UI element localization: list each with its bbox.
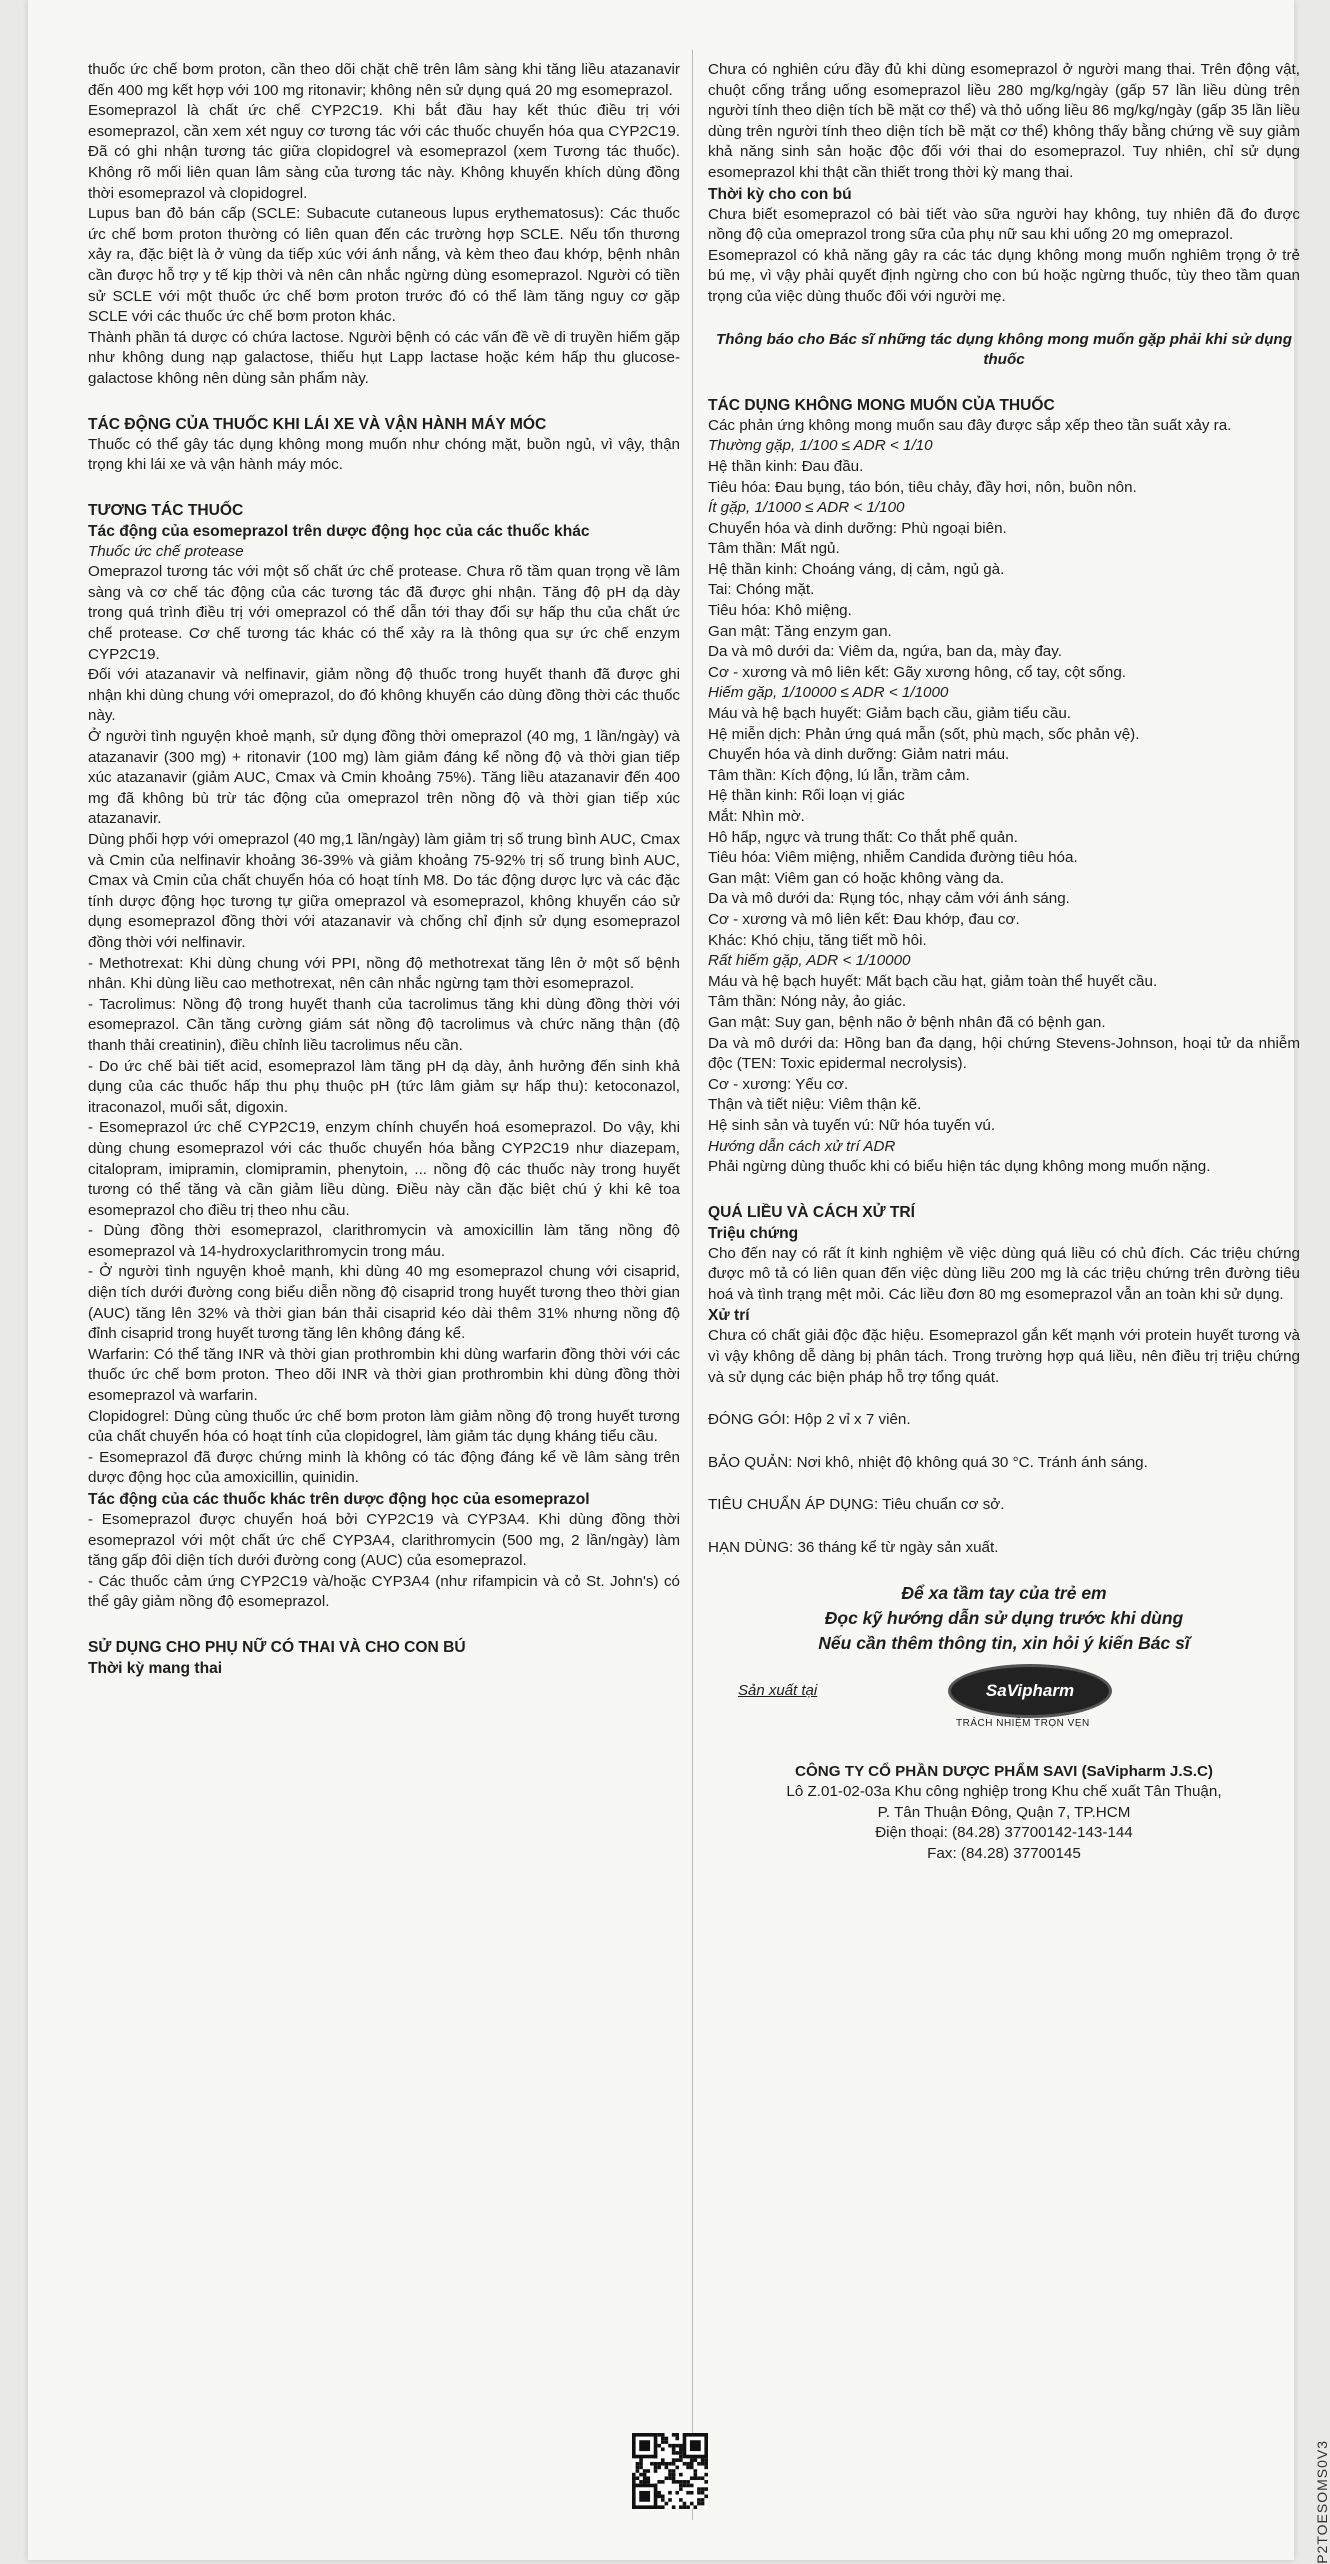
right-paragraph: Hướng dẫn cách xử trí ADR bbox=[708, 1137, 896, 1155]
right-paragraph: Hiếm gặp, 1/10000 ≤ ADR < 1/1000 bbox=[708, 684, 949, 702]
right-paragraph: Triệu chứng bbox=[708, 1224, 799, 1242]
left-paragraph: Thành phần tá dược có chứa lactose. Người bệnh có các vấn đề về di truyền hiếm gặp như không dung nạp galactose, thiếu hụt Lapp lactase hoặc kém hấp thu glucose-galactose không nên dùng sản phẩm này. bbox=[88, 328, 680, 387]
left-paragraph: - Esomeprazol được chuyển hoá bởi CYP2C19 và CYP3A4. Khi dùng đồng thời esomeprazol với một chất ức chế CYP3A4, clarithromycin (500 mg, 2 lần/ngày) làm tăng gấp đôi diện tích dưới đường cong (AUC) của esomeprazol. bbox=[88, 1511, 680, 1570]
right-paragraph: ĐÓNG GÓI: Hộp 2 vỉ x 7 viên. bbox=[708, 1411, 911, 1429]
right-paragraph: Tâm thần: Mất ngủ. bbox=[708, 540, 840, 558]
left-paragraph: Omeprazol tương tác với một số chất ức chế protease. Chưa rõ tầm quan trọng về lâm sàng và cơ chế tác động của các tương tác đã được ghi nhận. Tăng độ pH dạ dày trong quá trình điều trị với omeprazol có thể dẫn tới thay đổi sự hấp thu của chất ức chế protease. Cơ chế tương tác khác có thể xảy ra là thông qua sự ức chế enzym CYP2C19. bbox=[88, 563, 680, 663]
right-paragraph: Gan mật: Suy gan, bệnh não ở bệnh nhân đã có bệnh gan. bbox=[708, 1013, 1106, 1031]
made-in-label: Sản xuất tại bbox=[738, 1681, 818, 1699]
right-column bbox=[708, 60, 1300, 1865]
company-address-2: P. Tân Thuận Đông, Quận 7, TP.HCM bbox=[877, 1803, 1131, 1821]
left-paragraph: Lupus ban đỏ bán cấp (SCLE: Subacute cutaneous lupus erythematosus): Các thuốc ức chế bơm proton thường có liên quan đến các trường hợp SCLE. Nếu tổn thương xảy ra, đặc biệt là ở vùng da tiếp xúc với ánh nắng, và kèm theo đau khớp, bệnh nhân cần được hỗ trợ y tế kịp thời và nên cân nhắc ngừng dùng esomeprazol. Người có tiền sử SCLE với một thuốc ức chế bơm proton trước đó có thể làm tăng nguy cơ gặp SCLE với các thuốc ức chế bơm proton khác. bbox=[88, 205, 680, 326]
right-paragraph: Mắt: Nhìn mờ. bbox=[708, 808, 805, 825]
right-paragraph: Thông báo cho Bác sĩ những tác dụng không mong muốn gặp phải khi sử dụng thuốc bbox=[715, 330, 1292, 369]
right-paragraph: Thời kỳ cho con bú bbox=[708, 185, 852, 203]
right-paragraph: Rất hiếm gặp, ADR < 1/10000 bbox=[708, 952, 911, 970]
right-paragraph: Phải ngừng dùng thuốc khi có biểu hiện tác dụng không mong muốn nặng. bbox=[708, 1158, 1211, 1176]
left-paragraph: TÁC ĐỘNG CỦA THUỐC KHI LÁI XE VÀ VẬN HÀNH MÁY MÓC bbox=[88, 415, 547, 433]
company-phone: Điện thoại: (84.28) 37700142-143-144 bbox=[875, 1824, 1133, 1842]
left-paragraph: Warfarin: Có thể tăng INR và thời gian prothrombin khi dùng warfarin đồng thời với các thuốc ức chế bơm proton. Theo dõi INR và thời gian prothrombin khi dùng đồng thời esomeprazol và warfarin. bbox=[88, 1345, 680, 1405]
right-paragraph: Gan mật: Viêm gan có hoặc không vàng da. bbox=[708, 869, 1005, 887]
right-paragraph: Chuyển hóa và dinh dưỡng: Phù ngoại biên. bbox=[708, 519, 1007, 537]
left-paragraph: - Do ức chế bài tiết acid, esomeprazol làm tăng pH dạ dày, ảnh hưởng đến sinh khả dụng của các thuốc hấp thu phụ thuộc pH (tức lâm giảm sự hấp thu): ketoconazol, itraconazol, muối sắt, digoxin. bbox=[88, 1057, 680, 1116]
right-paragraph: Hệ miễn dịch: Phản ứng quá mẫn (sốt, phù mạch, sốc phản vệ). bbox=[708, 725, 1140, 743]
left-paragraph: Tác động của esomeprazol trên dược động học của các thuốc khác bbox=[88, 522, 590, 540]
right-paragraph: Hô hấp, ngực và trung thất: Co thắt phế quản. bbox=[708, 828, 1018, 846]
left-paragraph: - Dùng đồng thời esomeprazol, clarithromycin và amoxicillin làm tăng nồng độ esomeprazol và 14-hydroxyclarithromycin trong máu. bbox=[88, 1222, 680, 1260]
company-fax: Fax: (84.28) 37700145 bbox=[927, 1845, 1081, 1862]
right-paragraph: Thường gặp, 1/100 ≤ ADR < 1/10 bbox=[708, 437, 933, 455]
right-paragraph: Đọc kỹ hướng dẫn sử dụng trước khi dùng bbox=[824, 1607, 1184, 1628]
left-paragraph: Clopidogrel: Dùng cùng thuốc ức chế bơm proton làm giảm nồng độ trong huyết tương của chất chuyển hóa có hoạt tính của clopidogrel, làm giảm tác dụng kháng tiểu cầu. bbox=[88, 1407, 680, 1446]
right-paragraph: Máu và hệ bạch huyết: Giảm bạch cầu, giảm tiểu cầu. bbox=[708, 705, 1072, 723]
left-paragraph: - Các thuốc cảm ứng CYP2C19 và/hoặc CYP3A4 (như rifampicin và cỏ St. John's) có thể gây giảm nồng độ esomeprazol. bbox=[88, 1572, 680, 1611]
left-paragraph: Esomeprazol là chất ức chế CYP2C19. Khi bắt đầu hay kết thúc điều trị với esomeprazol, cần xem xét nguy cơ tương tác với các thuốc chuyển hóa qua CYP2C19. Đã có ghi nhận tương tác giữa clopidogrel và esomeprazol (xem Tương tác thuốc). Không rõ mối liên quan lâm sàng của tương tác này. Không khuyến khích dùng đồng thời esomeprazol và clopidogrel. bbox=[88, 102, 680, 202]
right-paragraph: Hệ sinh sản và tuyến vú: Nữ hóa tuyến vú. bbox=[708, 1116, 996, 1134]
right-paragraph: Cơ - xương: Yếu cơ. bbox=[708, 1075, 849, 1093]
left-paragraph: - Esomeprazol đã được chứng minh là không có tác động đáng kể về lâm sàng trên dược động học của amoxicillin, quinidin. bbox=[88, 1448, 680, 1487]
right-paragraph: Cơ - xương và mô liên kết: Đau khớp, đau cơ. bbox=[708, 910, 1020, 928]
right-paragraph: TIÊU CHUẨN ÁP DỤNG: Tiêu chuẩn cơ sở. bbox=[708, 1496, 1005, 1514]
left-paragraph: Dùng phối hợp với omeprazol (40 mg,1 lần/ngày) làm giảm trị số trung bình AUC, Cmax và Cmin của nelfinavir khoảng 36-39% và giảm khoảng 75-92% trị số trung bình AUC, Cmax và Cmin của chất chuyển hóa có hoạt tính M8. Do tác động dược lực và các đặc tính dược động học tương tự giữa omeprazol và esomeprazol, không khuyến cáo sử dụng esomeprazol đồng thời với atazanavir và chống chỉ định sử dụng esomeprazol đồng thời với nelfinavir. bbox=[88, 831, 680, 951]
right-paragraph: Cơ - xương và mô liên kết: Gãy xương hông, cổ tay, cột sống. bbox=[708, 663, 1126, 681]
right-paragraph: TÁC DỤNG KHÔNG MONG MUỐN CỦA THUỐC bbox=[708, 396, 1055, 414]
right-paragraph: BẢO QUẢN: Nơi khô, nhiệt độ không quá 30 °C. Tránh ánh sáng. bbox=[708, 1453, 1148, 1471]
left-paragraph: SỬ DỤNG CHO PHỤ NỮ CÓ THAI VÀ CHO CON BÚ bbox=[88, 1638, 466, 1656]
right-paragraph: Hệ thần kinh: Choáng váng, dị cảm, ngủ gà. bbox=[708, 560, 1005, 578]
right-paragraph: Da và mô dưới da: Rụng tóc, nhạy cảm với ánh sáng. bbox=[708, 890, 1070, 908]
right-paragraph: Esomeprazol có khả năng gây ra các tác dụng không mong muốn nghiêm trọng ở trẻ bú mẹ, vì vậy phải quyết định ngừng cho con bú hoặc ngừng thuốc, tùy theo tầm quan trọng của việc dùng thuốc đối với người mẹ. bbox=[708, 246, 1300, 305]
right-paragraph: Tiêu hóa: Viêm miệng, nhiễm Candida đường tiêu hóa. bbox=[708, 849, 1078, 867]
right-paragraph: Da và mô dưới da: Hồng ban đa dạng, hội chứng Stevens-Johnson, hoại tử da nhiễm độc (TEN: Toxic epidermal necrolysis). bbox=[708, 1034, 1300, 1073]
right-paragraph: Xử trí bbox=[708, 1307, 750, 1325]
right-paragraph: Chưa có chất giải độc đặc hiệu. Esomeprazol gắn kết mạnh với protein huyết tương và vì vậy không dễ dàng bị phân tách. Trong trường hợp quá liều, nên điều trị triệu chứng và sử dụng các biện pháp hỗ trợ tổng quát. bbox=[708, 1327, 1300, 1386]
right-paragraph: Tai: Chóng mặt. bbox=[708, 581, 815, 599]
left-column bbox=[88, 60, 680, 1679]
logo-tagline: TRÁCH NHIỆM TRỌN VẸN bbox=[956, 1717, 1090, 1729]
left-paragraph: Thuốc có thể gây tác dụng không mong muốn như chóng mặt, buồn ngủ, vì vậy, thận trọng khi lái xe và vận hành máy móc. bbox=[88, 435, 680, 474]
company-name: CÔNG TY CỔ PHẦN DƯỢC PHẨM SAVI (SaVipharm J.S.C) bbox=[795, 1762, 1213, 1780]
left-paragraph: - Tacrolimus: Nồng độ trong huyết thanh của tacrolimus tăng khi dùng đồng thời với esomeprazol. Cần tăng cường giám sát nồng độ tacrolimus và chức năng thận (độ thanh thải creatinin), điều chỉnh liều tacrolimus nếu cần. bbox=[88, 995, 680, 1054]
right-paragraph: Khác: Khó chịu, tăng tiết mồ hôi. bbox=[708, 931, 927, 949]
left-paragraph: - Methotrexat: Khi dùng chung với PPI, nồng độ methotrexat tăng lên ở một số bệnh nhân. Khi dùng liều cao methotrexat, nên cân nhắc ngừng tạm thời esomeprazol. bbox=[88, 954, 680, 993]
left-paragraph: Tác động của các thuốc khác trên dược động học của esomeprazol bbox=[88, 1491, 590, 1508]
right-paragraph: HẠN DÙNG: 36 tháng kể từ ngày sản xuất. bbox=[708, 1539, 999, 1557]
left-paragraph: thuốc ức chế bơm proton, cần theo dõi chặt chẽ trên lâm sàng khi tăng liều atazanavir đến 400 mg kết hợp với 100 mg ritonavir; không nên sử dụng quá 20 mg esomeprazol. bbox=[88, 61, 680, 99]
right-paragraph: Chuyển hóa và dinh dưỡng: Giảm natri máu. bbox=[708, 746, 1010, 764]
right-paragraph: Nếu cần thêm thông tin, xin hỏi ý kiến Bác sĩ bbox=[818, 1632, 1190, 1653]
left-paragraph: Thời kỳ mang thai bbox=[88, 1659, 223, 1677]
right-paragraph: Tâm thần: Kích động, lú lẫn, trầm cảm. bbox=[708, 766, 970, 784]
right-paragraph: Máu và hệ bạch huyết: Mất bạch cầu hạt, giảm toàn thể huyết cầu. bbox=[708, 972, 1158, 990]
left-paragraph: Thuốc ức chế protease bbox=[88, 542, 244, 560]
right-paragraph: Ít gặp, 1/1000 ≤ ADR < 1/100 bbox=[708, 499, 905, 517]
right-paragraph: Tiêu hóa: Đau bụng, táo bón, tiêu chảy, đầy hơi, nôn, buồn nôn. bbox=[708, 478, 1137, 496]
document-code: P2TOESOMS0V3 bbox=[1314, 2440, 1330, 2564]
right-paragraph: Gan mật: Tăng enzym gan. bbox=[708, 622, 892, 640]
left-paragraph: Ở người tình nguyện khoẻ mạnh, sử dụng đồng thời omeprazol (40 mg, 1 lần/ngày) và atazanavir (300 mg) + ritonavir (100 mg) làm giảm đáng kể nồng độ và thời gian tiếp xúc atazanavir (giảm AUC, Cmax và Cmin khoảng 75%). Tăng liều atazanavir đến 400 mg đã không bù trừ tác động của omeprazol trên nồng độ và thời gian tiếp xúc atazanavir. bbox=[88, 728, 680, 828]
right-paragraph: Tiêu hóa: Khô miệng. bbox=[708, 602, 852, 620]
savipharm-logo: SaVipharm bbox=[948, 1664, 1112, 1718]
right-paragraph: Tâm thần: Nóng nảy, ảo giác. bbox=[708, 993, 907, 1011]
left-paragraph: - Esomeprazol ức chế CYP2C19, enzym chính chuyển hoá esomeprazol. Do vậy, khi dùng chung esomeprazol với các thuốc chuyển hóa bằng CYP2C19 như diazepam, citalopram, imipramin, clomipramin, phenytoin, ... nồng độ các thuốc này trong huyết tương có thể tăng và cần giảm liều dùng. Điều này cần đặc biệt chú ý khi kê toa esomeprazol cho điều trị theo nhu cầu. bbox=[88, 1119, 680, 1219]
right-paragraph: Hệ thần kinh: Rối loạn vị giác bbox=[708, 787, 905, 805]
right-paragraph: Cho đến nay có rất ít kinh nghiệm về việc dùng quá liều có chủ đích. Các triệu chứng được mô tả có liên quan đến việc dùng liều 200 mg là các triệu chứng trên đường tiêu hoá và tình trạng mệt mỏi. Các liều đơn 80 mg esomeprazol vẫn an toàn khi sử dụng. bbox=[708, 1244, 1300, 1303]
company-address-1: Lô Z.01-02-03a Khu công nghiệp trong Khu chế xuất Tân Thuận, bbox=[786, 1783, 1222, 1801]
right-paragraph: Hệ thần kinh: Đau đầu. bbox=[708, 457, 864, 475]
right-paragraph: Da và mô dưới da: Viêm da, ngứa, ban da, mày đay. bbox=[708, 643, 1062, 661]
right-paragraph: Các phản ứng không mong muốn sau đây được sắp xếp theo tần suất xảy ra. bbox=[708, 416, 1232, 434]
right-paragraph: Để xa tầm tay của trẻ em bbox=[901, 1582, 1107, 1603]
right-paragraph: Chưa biết esomeprazol có bài tiết vào sữa người hay không, tuy nhiên đã đo được nồng độ của omeprazol trong sữa của phụ nữ sau khi uống 20 mg omeprazol. bbox=[708, 205, 1300, 244]
column-divider bbox=[692, 50, 693, 2520]
left-paragraph: - Ở người tình nguyện khoẻ mạnh, khi dùng 40 mg esomeprazol chung với cisaprid, diện tích dưới đường cong biểu diễn nồng độ cisaprid trong huyết tương theo thời gian (AUC) tăng lên 32% và thời gian bán thải cisaprid kéo dài thêm 31% nhưng nồng độ đỉnh cisaprid trong huyết tương tăng lên không đáng kể. bbox=[88, 1263, 680, 1343]
left-paragraph: TƯƠNG TÁC THUỐC bbox=[88, 501, 244, 519]
left-paragraph: Đối với atazanavir và nelfinavir, giảm nồng độ thuốc trong huyết thanh đã được ghi nhận khi dùng chung với omeprazol, do đó không khuyến cáo dùng đồng thời các thuốc này. bbox=[88, 666, 680, 725]
leaflet-sheet bbox=[28, 0, 1300, 2560]
qr-code bbox=[632, 2433, 708, 2509]
manufacturer-logo-block bbox=[708, 1664, 1300, 1736]
right-paragraph: Chưa có nghiên cứu đầy đủ khi dùng esomeprazol ở người mang thai. Trên động vật, chuột cống trắng uống esomeprazol liều 280 mg/kg/ngày (gấp 57 lần liều dùng trên người tính theo diện tích bề mặt cơ thể) và thỏ uống liều 86 mg/kg/ngày (gấp 35 lần liều dùng trên người tính theo diện tích bề mặt cơ thể) không thấy bằng chứng về suy giảm khả năng sinh sản hoặc độc đối với thai do esomeprazol. Tuy nhiên, chỉ sử dụng esomeprazol khi thật cần thiết trong thời kỳ mang thai. bbox=[708, 61, 1300, 181]
right-paragraph: Thận và tiết niệu: Viêm thận kẽ. bbox=[708, 1096, 922, 1114]
right-paragraph: QUÁ LIỀU VÀ CÁCH XỬ TRÍ bbox=[708, 1203, 915, 1221]
